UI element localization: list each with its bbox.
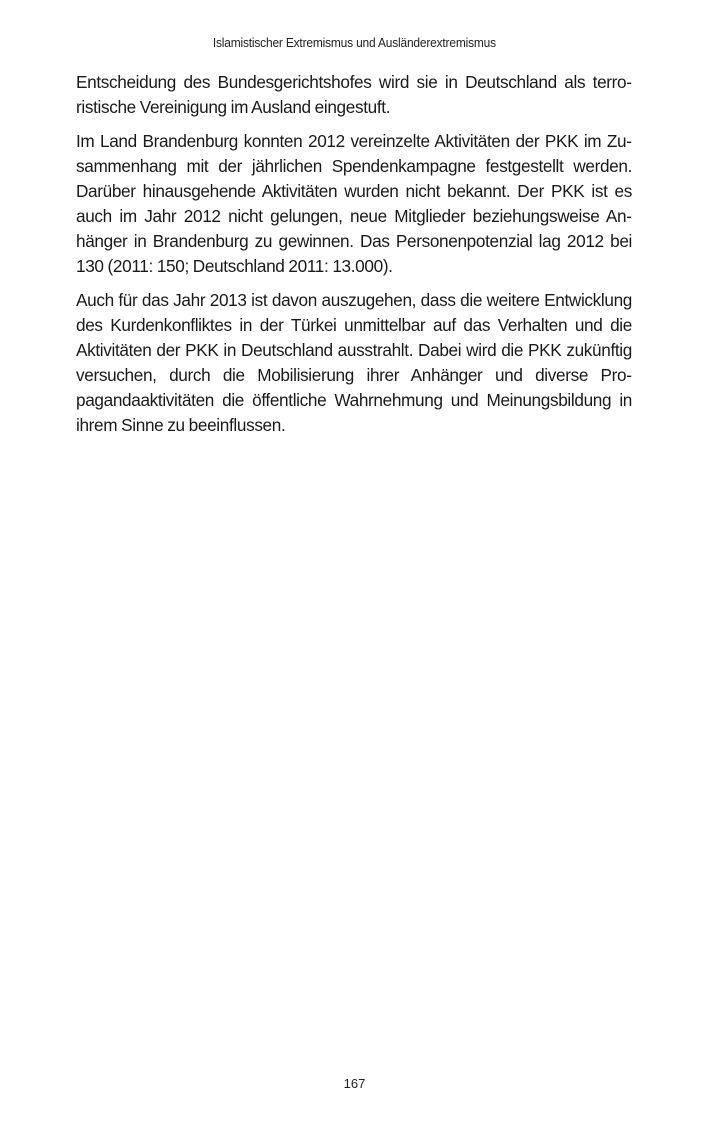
page-number: 167 — [343, 1076, 366, 1091]
paragraph-1: Entscheidung des Bundesgerichtshofes wird sie in Deutschland als terroristische Vereinigung im Ausland eingestuft. — [76, 72, 632, 117]
running-header: Islamistischer Extremismus und Ausländerextremismus — [212, 35, 496, 50]
paragraph-2: Im Land Brandenburg konnten 2012 vereinzelte Aktivitäten der PKK im Zusammenhang mit der jährlichen Spendenkampagne festgestellt werden. Darüber hinausgehende Aktivitäten wurden nicht bekannt. Der PKK ist es auch im Jahr 2012 nicht gelungen, neue Mitglieder beziehungsweise Anhänger in Brandenburg zu gewinnen. Das Personenpotenzial lag 2012 bei 130 (2011: 150; Deutschland 2011: 13.000). — [76, 131, 632, 276]
paragraph-3: Auch für das Jahr 2013 ist davon auszugehen, dass die weitere Entwicklung des Kurdenkonfliktes in der Türkei unmittelbar auf das Verhalten und die Aktivitäten der PKK in Deutschland ausstrahlt. Dabei wird die PKK zukünftig versuchen, durch die Mobilisierung ihrer Anhänger und diverse Propagandaaktivitäten die öffentliche Wahrnehmung und Meinungsbildung in ihrem Sinne zu beeinflussen. — [76, 290, 632, 435]
body-text — [76, 70, 632, 447]
